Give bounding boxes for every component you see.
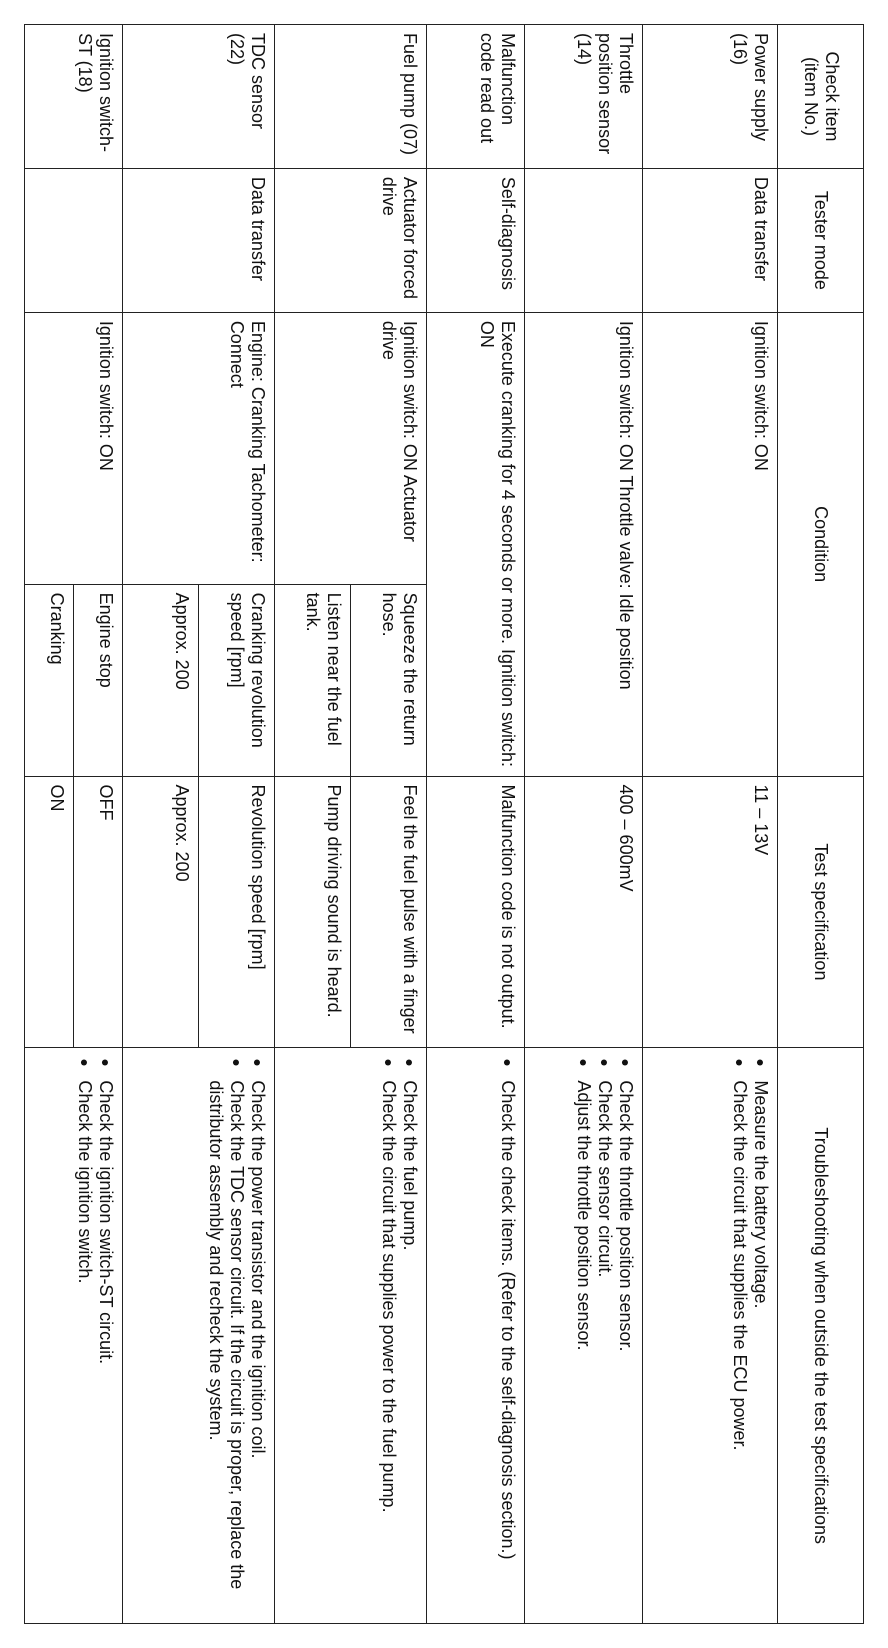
header-test-spec: Test specification [778, 776, 864, 1048]
subspec-off: OFF [74, 776, 123, 1048]
subcond-engine-stop: Engine stop [74, 584, 123, 776]
trouble-item: ● Measure the battery voltage. [750, 1056, 771, 1615]
spec-throttle-sensor: 400 – 600mV [525, 776, 643, 1048]
mode-blank-1 [525, 168, 643, 312]
subspec-approx-200: Approx. 200 [123, 776, 199, 1048]
check-table [24, 24, 864, 1624]
subcond-listen: Listen near the fuel tank. [275, 584, 351, 776]
trouble-tdc-sensor [123, 1048, 275, 1624]
subspec-on: ON [25, 776, 74, 1048]
trouble-item: ● Check the check items. (Refer to the self-diagnosis section.) [497, 1056, 518, 1615]
trouble-item: ● Check the TDC sensor circuit. If the circuit is proper, replace the distributor assembly and recheck the system. [205, 1056, 247, 1615]
trouble-item: ● Check the ignition switch-ST circuit. [95, 1056, 116, 1615]
header-check-item: Check item (item No.) [778, 25, 864, 169]
condition-tdc-sensor: Engine: Cranking Tachometer: Connect [123, 312, 275, 584]
condition-malfunction-code: Execute cranking for 4 seconds or more. Ignition switch: ON [427, 312, 525, 776]
trouble-item: ● Check the ignition switch. [74, 1056, 95, 1615]
trouble-item: ● Check the throttle position sensor. [615, 1056, 636, 1615]
item-tdc-sensor: TDC sensor (22) [123, 25, 275, 169]
mode-self-diagnosis: Self-diagnosis [427, 168, 525, 312]
trouble-malfunction-code [427, 1048, 525, 1624]
trouble-fuel-pump [275, 1048, 427, 1624]
spec-malfunction-code: Malfunction code is not output. [427, 776, 525, 1048]
condition-power-supply: Ignition switch: ON [643, 312, 778, 776]
mode-blank-2 [25, 168, 123, 312]
trouble-item: ● Adjust the throttle position sensor. [573, 1056, 594, 1615]
trouble-item: ● Check the sensor circuit. [594, 1056, 615, 1615]
subcond-squeeze: Squeeze the return hose. [351, 584, 427, 776]
item-ignition-switch-st: Ignition switch-ST (18) [25, 25, 123, 169]
header-tester-mode: Tester mode [778, 168, 864, 312]
subcond-approx-200: Approx. 200 [123, 584, 199, 776]
item-throttle-sensor: Throttle position sensor (14) [525, 25, 643, 169]
item-fuel-pump: Fuel pump (07) [275, 25, 427, 169]
trouble-item: ● Check the circuit that supplies the ECU power. [729, 1056, 750, 1615]
item-power-supply: Power supply (16) [643, 25, 778, 169]
trouble-item: ● Check the fuel pump. [399, 1056, 420, 1615]
subspec-pump-sound: Pump driving sound is heard. [275, 776, 351, 1048]
condition-ignition-switch-st: Ignition switch: ON [25, 312, 123, 584]
trouble-ignition-switch-st [25, 1048, 123, 1624]
spec-power-supply: 11 – 13V [643, 776, 778, 1048]
trouble-throttle-sensor [525, 1048, 643, 1624]
mode-actuator-forced-drive: Actuator forced drive [275, 168, 427, 312]
mode-data-transfer-1: Data transfer [643, 168, 778, 312]
condition-fuel-pump: Ignition switch: ON Actuator drive [275, 312, 427, 584]
mode-data-transfer-2: Data transfer [123, 168, 275, 312]
rotated-table-page [24, 24, 864, 1624]
trouble-item: ● Check the circuit that supplies power to the fuel pump. [378, 1056, 399, 1615]
condition-throttle-sensor: Ignition switch: ON Throttle valve: Idle position [525, 312, 643, 776]
subcond-cranking-speed-header: Cranking revolution speed [rpm] [199, 584, 275, 776]
trouble-item: ● Check the power transistor and the ignition coil. [247, 1056, 268, 1615]
subspec-fuel-pulse: Feel the fuel pulse with a finger [351, 776, 427, 1048]
trouble-power-supply [643, 1048, 778, 1624]
header-condition: Condition [778, 312, 864, 776]
item-malfunction-code: Malfunction code read out [427, 25, 525, 169]
subcond-cranking: Cranking [25, 584, 74, 776]
subspec-revolution-speed-header: Revolution speed [rpm] [199, 776, 275, 1048]
header-troubleshooting: Troubleshooting when outside the test specifications [778, 1048, 864, 1624]
